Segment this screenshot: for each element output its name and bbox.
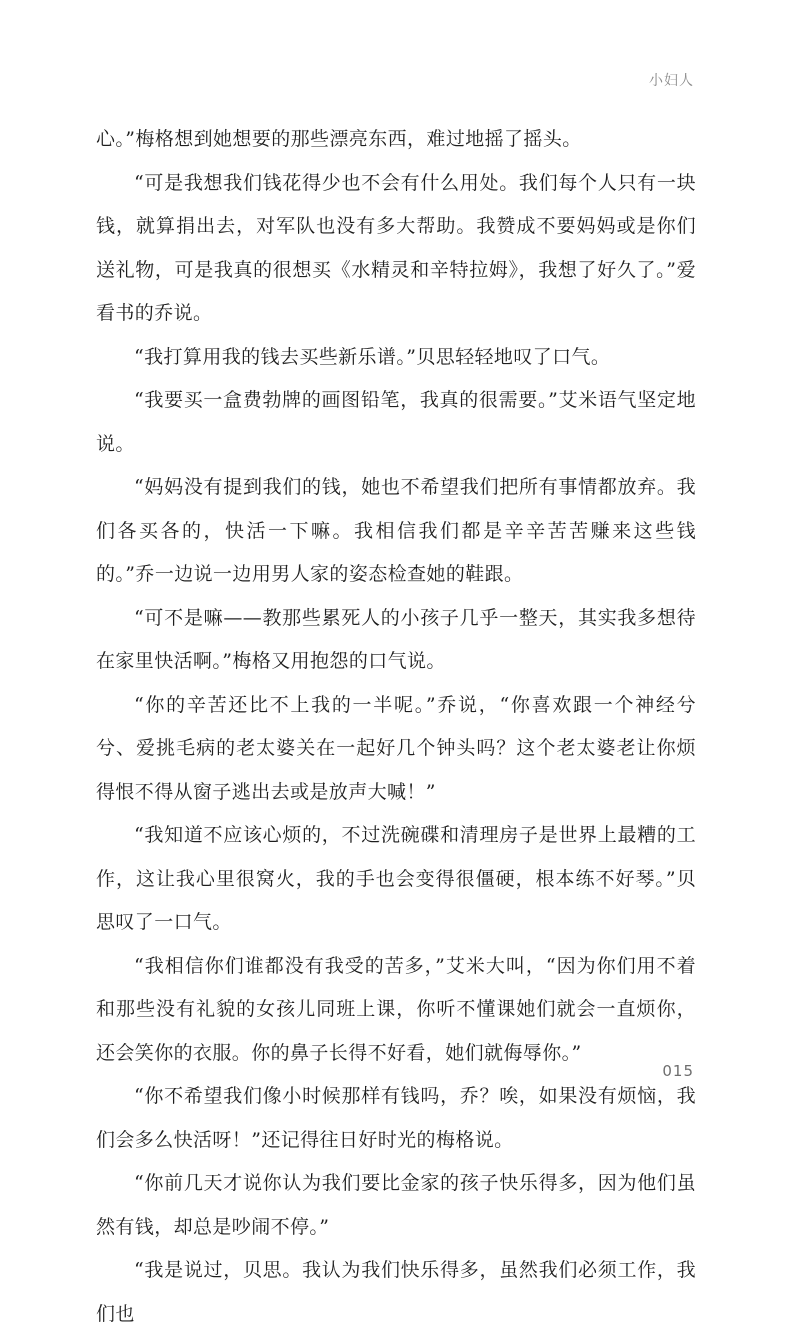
paragraph: “我要买一盒费勃牌的画图铅笔，我真的很需要。”艾米语气坚定地说。 bbox=[96, 389, 696, 455]
paragraph: “可不是嘛——教那些累死人的小孩子几乎一整天，其实我多想待在家里快活啊。”梅格又用抱怨的口气说。 bbox=[96, 606, 696, 672]
page-number: 015 bbox=[662, 1062, 694, 1080]
paragraph: “妈妈没有提到我们的钱，她也不希望我们把所有事情都放弃。我们各买各的，快活一下嘛。我相信我们都是辛辛苦苦赚来这些钱的。”乔一边说一边用男人家的姿态检查她的鞋跟。 bbox=[96, 476, 696, 585]
paragraph: “你的辛苦还比不上我的一半呢。”乔说，“你喜欢跟一个神经兮兮、爱挑毛病的老太婆关在一起好几个钟头吗？这个老太婆老让你烦得恨不得从窗子逃出去或是放声大喊！” bbox=[96, 693, 696, 803]
paragraph: “我打算用我的钱去买些新乐谱。”贝思轻轻地叹了口气。 bbox=[134, 345, 611, 368]
paragraph: “可是我想我们钱花得少也不会有什么用处。我们每个人只有一块钱，就算捐出去，对军队也没有多大帮助。我赞成不要妈妈或是你们送礼物，可是我真的很想买《水精灵和辛特拉姆》，我想了好久了。”爱看书的乔说。 bbox=[96, 171, 696, 324]
running-header-title: 小妇人 bbox=[649, 73, 694, 89]
paragraph: “你前几天才说你认为我们要比金家的孩子快乐得多，因为他们虽然有钱，却总是吵闹不停。” bbox=[96, 1172, 696, 1238]
paragraph: “我相信你们谁都没有我受的苦多，”艾米大叫，“因为你们用不着和那些没有礼貌的女孩儿同班上课，你听不懂课她们就会一直烦你，还会笑你的衣服。你的鼻子长得不好看，她们就侮辱你。” bbox=[96, 954, 696, 1064]
paragraph: 心。”梅格想到她想要的那些漂亮东西，难过地摇了摇头。 bbox=[96, 128, 582, 150]
paragraph: “我是说过，贝思。我认为我们快乐得多，虽然我们必须工作，我们也 bbox=[96, 1259, 696, 1325]
paragraph: “我知道不应该心烦的，不过洗碗碟和清理房子是世界上最糟的工作，这让我心里很窝火，我的手也会变得很僵硬，根本练不好琴。”贝思叹了一口气。 bbox=[96, 824, 696, 933]
paragraph: “你不希望我们像小时候那样有钱吗，乔？唉，如果没有烦恼，我们会多么快活呀！”还记得往日好时光的梅格说。 bbox=[96, 1085, 696, 1151]
text-body bbox=[96, 118, 696, 1336]
